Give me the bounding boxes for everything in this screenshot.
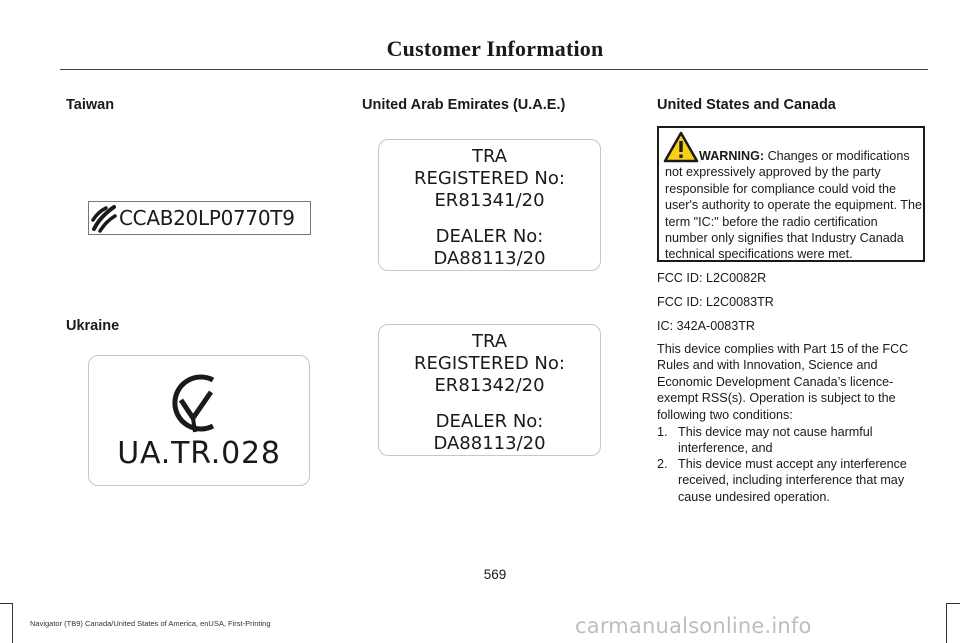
tra-line: TRA [471, 146, 508, 167]
fcc-id-2: FCC ID: L2C0083TR [657, 295, 774, 309]
section-title-us-canada: United States and Canada [657, 97, 836, 113]
section-title-uae: United Arab Emirates (U.A.E.) [362, 97, 566, 113]
page-title: Customer Information [386, 36, 604, 61]
tra-line: REGISTERED No: [414, 353, 565, 374]
tra-line: DEALER No: [435, 411, 544, 432]
warning-box [657, 126, 925, 262]
ukraine-registration-code: UA.TR.028 [117, 436, 281, 471]
watermark: carmanualsonline.info [575, 614, 812, 638]
tra-line: ER81342/20 [434, 375, 545, 396]
crop-mark [12, 603, 13, 643]
fcc-id-1: FCC ID: L2C0082R [657, 271, 767, 285]
ukrainian-conformity-mark-icon [165, 370, 227, 436]
section-title-taiwan: Taiwan [66, 97, 115, 113]
ukraine-label [88, 355, 310, 486]
tra-line: DEALER No: [435, 226, 544, 247]
uae-tra-label-2 [378, 324, 601, 456]
ic-number: IC: 342A-0083TR [657, 319, 756, 333]
uae-tra-label-2-text [379, 331, 600, 455]
ncc-logo-icon [91, 203, 117, 233]
taiwan-ccab-number: CCAB20LP0770T9 [119, 206, 295, 230]
taiwan-ccab-label [88, 201, 311, 235]
page-number: 569 [483, 567, 507, 582]
tra-line: DA88113/20 [433, 248, 546, 269]
publication-footer: Navigator (TB9) Canada/United States of America, enUSA, First-Printing [30, 619, 271, 628]
crop-mark [946, 603, 947, 643]
warning-label: WARNING: [699, 149, 765, 163]
tra-line: TRA [471, 331, 508, 352]
section-title-ukraine: Ukraine [66, 318, 120, 334]
list-item-number: 1. [657, 425, 668, 439]
list-item-text: This device may not cause harmful interference, and [678, 425, 873, 456]
tra-line: ER81341/20 [434, 190, 545, 211]
tra-line: DA88113/20 [433, 433, 546, 454]
warning-text [665, 148, 923, 263]
list-item-text: This device must accept any interference received, including interference that may cause undesired operation. [678, 457, 907, 504]
uae-tra-label-1-text [379, 146, 600, 270]
list-item-number: 2. [657, 457, 668, 471]
warning-body: Changes or modifications not expressively approved by the party responsible for compliance could void the user's authority to operate the equipment. The term "IC:" before the radio certification number only signifies that Industry Canada technical specifications were met. [665, 149, 923, 262]
crop-mark [946, 603, 960, 604]
header-rule [60, 69, 928, 70]
compliance-statement: This device complies with Part 15 of the FCC Rules and with Innovation, Science and Economic Development Canada’s licence-exempt RSS(s). Operation is subject to the following two conditions: [657, 342, 909, 422]
tra-line: REGISTERED No: [414, 168, 565, 189]
uae-tra-label-1 [378, 139, 601, 271]
crop-mark [0, 603, 13, 604]
